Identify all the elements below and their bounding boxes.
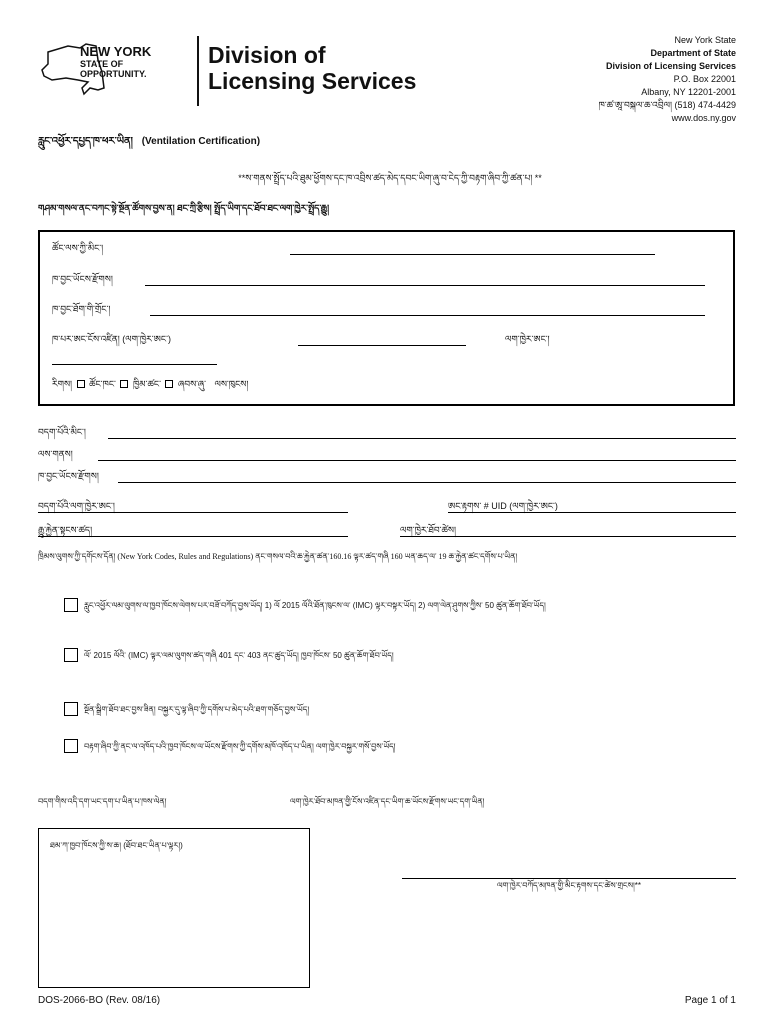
type-option-2: ཁྱིམ་ཚང་ (132, 379, 161, 389)
type-checkbox-3[interactable] (165, 380, 173, 388)
business-address-label: ཁ་བྱང་ཡོངས་རྫོགས། (52, 274, 113, 284)
owner-name-label: བདག་པོའི་མིང་། (38, 427, 86, 437)
type-checkbox-2[interactable] (120, 380, 128, 388)
certify-right: ལག་ཁྱེར་ཐོབ་མཁན་གྱི་ངོས་འཛིན་དང་ཡིག་ཆ་ཡོངས་རྫོགས་ཡང་དག་ཡིན། (290, 797, 485, 806)
address-line: Albany, NY 12201-2001 (641, 87, 736, 97)
instruction-text: གཤམ་གསལ་ནང་བཀང་སྟེ་སྔོན་ཚོགས་བྱས་ན། ཐང་ཀྲི་རྩིས། སྤྲོད་ཡིག་དང་ཐོབ་ཐང་ལག་ཁྱེར་སྤྲོད་རྒྱུ། (38, 203, 330, 213)
form-title-tibetan: རླུང་འཕྱོར་དཔྱད་ཁ་ཕར་ཡིན། (38, 136, 133, 147)
business-city-label: ཁ་བྱང་ཐོག་གི་གྲོང་། (52, 304, 111, 314)
stamp-box-text: ཐམ་ཀ་ཁྱབ་ཁོངས་ཀྱི་ས་ཆ། (ཐོབ་ཐང་ཡིན་པ་ལྟར།) (50, 841, 183, 850)
owner-title-field[interactable] (98, 460, 736, 461)
brand-line-1: NEW YORK (80, 44, 152, 59)
option-text-4: བརྟག་ཞིབ་ཀྱི་ནང་ལ་འཁོད་པའི་ཁྱབ་ཁོངས་ལ་ཡོངས་རྫོགས་ཀྱི་དགོས་མཁོ་འཁོད་པ་ཡིན། ལག་ཁྱེར་བསྐྱར་གསོ་བྱས་ཡོད། (84, 742, 396, 751)
phone-label: ཁ་པར་ཨང་ངོས་འཛིན། (ལག་ཁྱེར་ཨང་) (52, 334, 171, 344)
date-label: ལག་ཁྱེར་ཐོབ་ཚེས། (400, 525, 456, 535)
owner-license-label: བདག་པོའི་ལག་ཁྱེར་ཨང་། (38, 501, 115, 511)
uid-field[interactable] (448, 512, 736, 513)
type-row (52, 378, 722, 390)
certify-left: བདག་གིས་འདི་དག་ཡང་དག་པ་ཡིན་པ་ཁས་ལེན། (38, 797, 167, 806)
signature-caption: ལག་ཁྱེར་བཀོད་མཁན་གྱི་མིང་རྟགས་དང་ཚེས་གྲངས།** (497, 881, 641, 890)
option-checkbox-4[interactable] (64, 739, 78, 753)
address-line: P.O. Box 22001 (673, 74, 736, 84)
form-number: DOS-2066-BO (Rev. 08/16) (38, 995, 161, 1006)
division-title-line-2: Licensing Services (208, 68, 417, 94)
type-label: རིགས། (52, 379, 73, 389)
division-title-line-1: Division of (208, 42, 326, 68)
option-text-2: ལོ་ 2015 ལོའི་ (IMC) ལྟར་ལམ་ལུགས་ཚད་གཞི 401 དང་ 403 ནང་ཚུད་ཡོད། ཁྱབ་ཁོངས་ 50 ཚུན་ཆོག་ཐོབ་ཡོད། (84, 651, 394, 660)
cost-label: རྒྱུ་རྐྱེན་སྟངས་ཚད། (38, 525, 93, 535)
license-field-continued[interactable] (52, 364, 217, 365)
form-title (38, 135, 738, 148)
form-title-english: (Ventilation Certification) (141, 136, 261, 147)
notice-text: **ས་གནས་སྤྲོད་པའི་ཐུམ་ཕྱོགས་དང་ཁ་འབྲིས་ཚད་མེད་དབང་ཡིག་ཞུ་བ་ངེད་ཀྱི་བརྟག་ཞིབ་ཀྱི་ཚན་པ། ** (238, 173, 542, 183)
owner-address-label: ཁ་བྱང་ཡོངས་རྫོགས། (38, 471, 99, 481)
option-text-1: རླུང་འཕྱོར་ལམ་ལུགས་ལ་ཁྱབ་ཁོངས་ལེགས་པར་བཟོ་བཀོད་བྱས་ཡོད། 1) ལོ 2015 ལོའི་ཐོན་ཁུངས་ལ་ (IMC) ལྟར་བསྟར་ཡོད། 2) ལག་ལེན་ཤུགས་ཀྱིས་ 50 ཚུན་ཆོག་ཐོབ་ཡོད། (84, 601, 546, 610)
business-name-label: ཚོང་ལས་ཀྱི་མིང་། (52, 243, 104, 253)
business-city-field[interactable] (150, 315, 705, 316)
agency-address (436, 34, 736, 125)
license-label: ལག་ཁྱེར་ཨང་། (505, 334, 550, 344)
address-line: New York State (674, 35, 736, 45)
header-divider (197, 36, 199, 106)
brand-line-3: OPPORTUNITY. (80, 69, 147, 79)
type-option-1: ཚོང་ཁང་ (89, 379, 116, 389)
business-name-field[interactable] (290, 254, 655, 255)
option-checkbox-1[interactable] (64, 598, 78, 612)
nys-brand (80, 45, 190, 79)
option-checkbox-3[interactable] (64, 702, 78, 716)
regulation-text: ཁྲིམས་ལུགས་ཀྱི་དགོངས་དོན། (New York Codes, Rules and Regulations) ནང་གསལ་བའི་ཆ་རྐྱེན་ཚན་160.16 ལྟར་ཚད་གཞི 160 ཡན་ཆད་ལ་ 19 ཆ་རྐྱེན་ཚང་དགོས་པ་ཡིན། (38, 552, 518, 561)
division-title (208, 42, 416, 94)
cost-field[interactable] (38, 536, 348, 537)
type-extra: ལས་ཁུངས། (214, 379, 249, 389)
uid-label: ཨང་རྟགས་ # UID (ལག་ཁྱེར་ཨང་) (448, 501, 558, 511)
owner-title-label: ལས་གནས། (38, 449, 73, 459)
phone-field[interactable] (298, 345, 466, 346)
type-option-3: ཞབས་ཞུ་ (178, 379, 206, 389)
business-address-field[interactable] (145, 285, 705, 286)
option-checkbox-2[interactable] (64, 648, 78, 662)
address-line: ཁ་ཚ་ཨཱ་བསྐལ་ཆ་འབྲིལ། (518) 474-4429 (598, 100, 736, 110)
option-text-3: སྔོན་སྒྲིག་ཐོབ་ཐང་བྱས་ཟིན། བསྐྱར་དུ་ལྟ་ཞིབ་ཀྱི་དགོས་པ་མེད་པའི་ཐག་གཅོད་བྱས་ཡོད། (84, 705, 310, 714)
address-line: Division of Licensing Services (605, 61, 736, 71)
signature-field[interactable] (402, 878, 736, 879)
type-checkbox-1[interactable] (77, 380, 85, 388)
website-link[interactable]: www.dos.ny.gov (671, 113, 736, 123)
owner-license-field[interactable] (38, 512, 348, 513)
address-line: Department of State (650, 48, 736, 58)
date-field[interactable] (400, 536, 736, 537)
brand-line-2: STATE OF (80, 59, 124, 69)
owner-name-field[interactable] (108, 438, 736, 439)
owner-address-field[interactable] (118, 482, 736, 483)
page-number: Page 1 of 1 (684, 995, 736, 1006)
